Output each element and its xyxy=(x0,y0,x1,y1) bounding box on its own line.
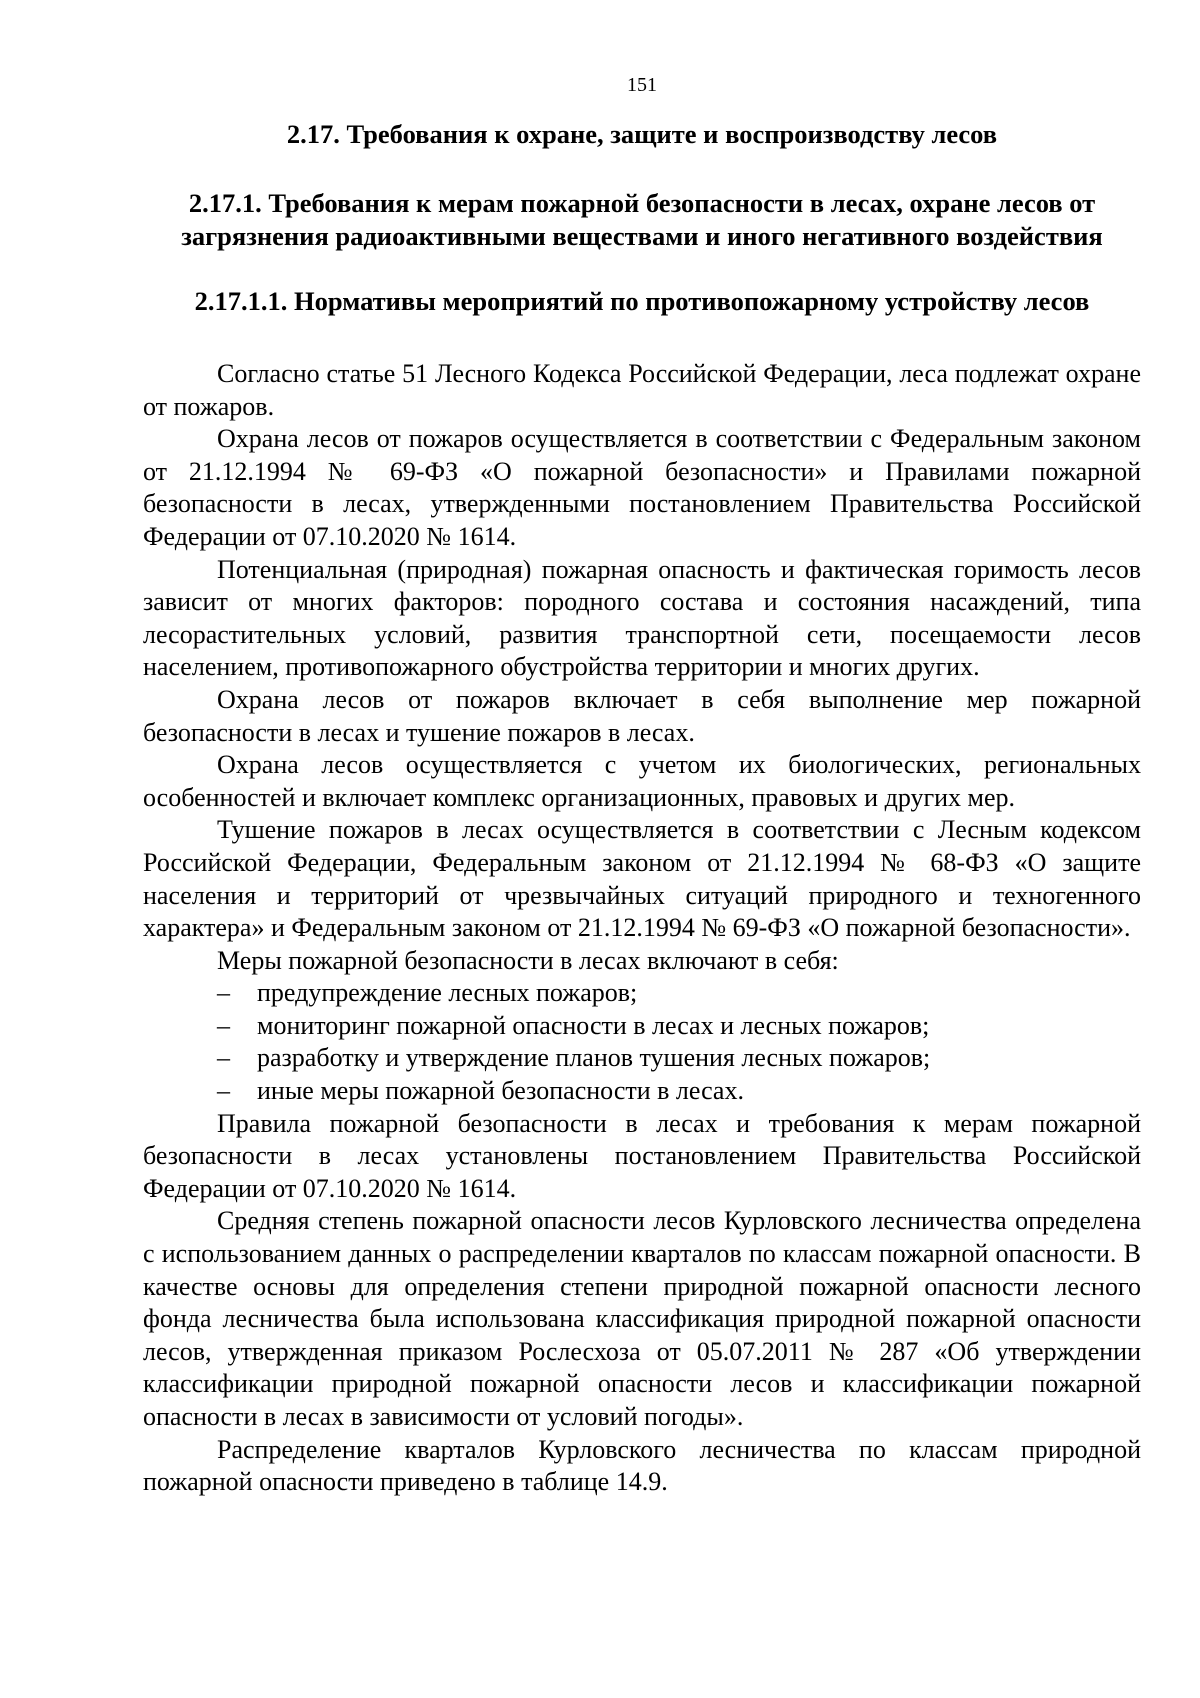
list-item-text: иные меры пожарной безопасности в лесах. xyxy=(257,1076,744,1106)
list-item-text: разработку и утверждение планов тушения лесных пожаров; xyxy=(257,1043,931,1073)
list-dash: – xyxy=(217,1076,230,1106)
list-item xyxy=(143,977,1141,1010)
list-dash: – xyxy=(217,978,230,1008)
paragraph: Охрана лесов осуществляется с учетом их биологических, региональных особенностей и включает комплекс организационных, правовых и других мер. xyxy=(143,750,1141,812)
paragraph: Охрана лесов от пожаров осуществляется в соответствии с Федеральным законом от 21.12.1994 № 69-ФЗ «О пожарной безопасности» и Правилами пожарной безопасности в лесах, утвержденными постановлением Правительства Российской Федерации от 07.10.2020 № 1614. xyxy=(143,424,1141,551)
subsection-heading-line-1: 2.17.1. Требования к мерам пожарной безопасности в лесах, охране лесов от xyxy=(188,188,1096,218)
paragraph: Потенциальная (природная) пожарная опасность и фактическая горимость лесов зависит от многих факторов: породного состава и состояния насаждений, типа лесорастительных условий, развития транспортной сети, посещаемости лесов населением, противопожарного обустройства территории и многих других. xyxy=(143,554,1141,682)
page-number: 151 xyxy=(627,74,657,96)
list-item-text: предупреждение лесных пожаров; xyxy=(257,978,638,1008)
list-item xyxy=(143,1075,1141,1108)
subsection-heading-line-2: загрязнения радиоактивными веществами и иного негативного воздействия xyxy=(181,221,1103,251)
subsubsection-heading: 2.17.1.1. Нормативы мероприятий по противопожарному устройству лесов xyxy=(194,286,1090,316)
body-text xyxy=(143,358,1141,1499)
paragraph: Тушение пожаров в лесах осуществляется в соответствии с Лесным кодексом Российской Федерации, Федеральным законом от 21.12.1994 № 68-ФЗ «О защите населения и территорий от чрезвычайных ситуаций природного и техногенного характера» и Федеральным законом от 21.12.1994 № 69-ФЗ «О пожарной безопасности». xyxy=(143,815,1141,943)
paragraph: Средняя степень пожарной опасности лесов Курловского лесничества определена с использованием данных о распределении кварталов по классам пожарной опасности. В качестве основы для определения степени природной пожарной опасности лесного фонда лесничества была использована классификация природной пожарной опасности лесов, утвержденная приказом Рослесхоза от 05.07.2011 № 287 «Об утверждении классификации природной пожарной опасности лесов и классификации пожарной опасности в лесах в зависимости от условий погоды». xyxy=(143,1206,1141,1431)
paragraph: Охрана лесов от пожаров включает в себя выполнение мер пожарной безопасности в лесах и тушение пожаров в лесах. xyxy=(143,684,1141,747)
list-item-text: мониторинг пожарной опасности в лесах и лесных пожаров; xyxy=(257,1010,930,1040)
fire-safety-measures-list xyxy=(143,977,1141,1107)
paragraph: Правила пожарной безопасности в лесах и требования к мерам пожарной безопасности в лесах установлены постановлением Правительства Российской Федерации от 07.10.2020 № 1614. xyxy=(143,1108,1141,1203)
section-heading: 2.17. Требования к охране, защите и воспроизводству лесов xyxy=(286,119,998,149)
subsection-heading xyxy=(143,187,1141,253)
list-item xyxy=(143,1010,1141,1043)
list-item xyxy=(143,1042,1141,1075)
list-dash: – xyxy=(217,1010,230,1040)
paragraph: Меры пожарной безопасности в лесах включают в себя: xyxy=(217,945,839,975)
paragraph: Распределение кварталов Курловского лесничества по классам природной пожарной опасности приведено в таблице 14.9. xyxy=(143,1434,1141,1497)
paragraph: Согласно статье 51 Лесного Кодекса Российской Федерации, леса подлежат охране от пожаров. xyxy=(143,359,1141,421)
list-dash: – xyxy=(217,1043,230,1073)
